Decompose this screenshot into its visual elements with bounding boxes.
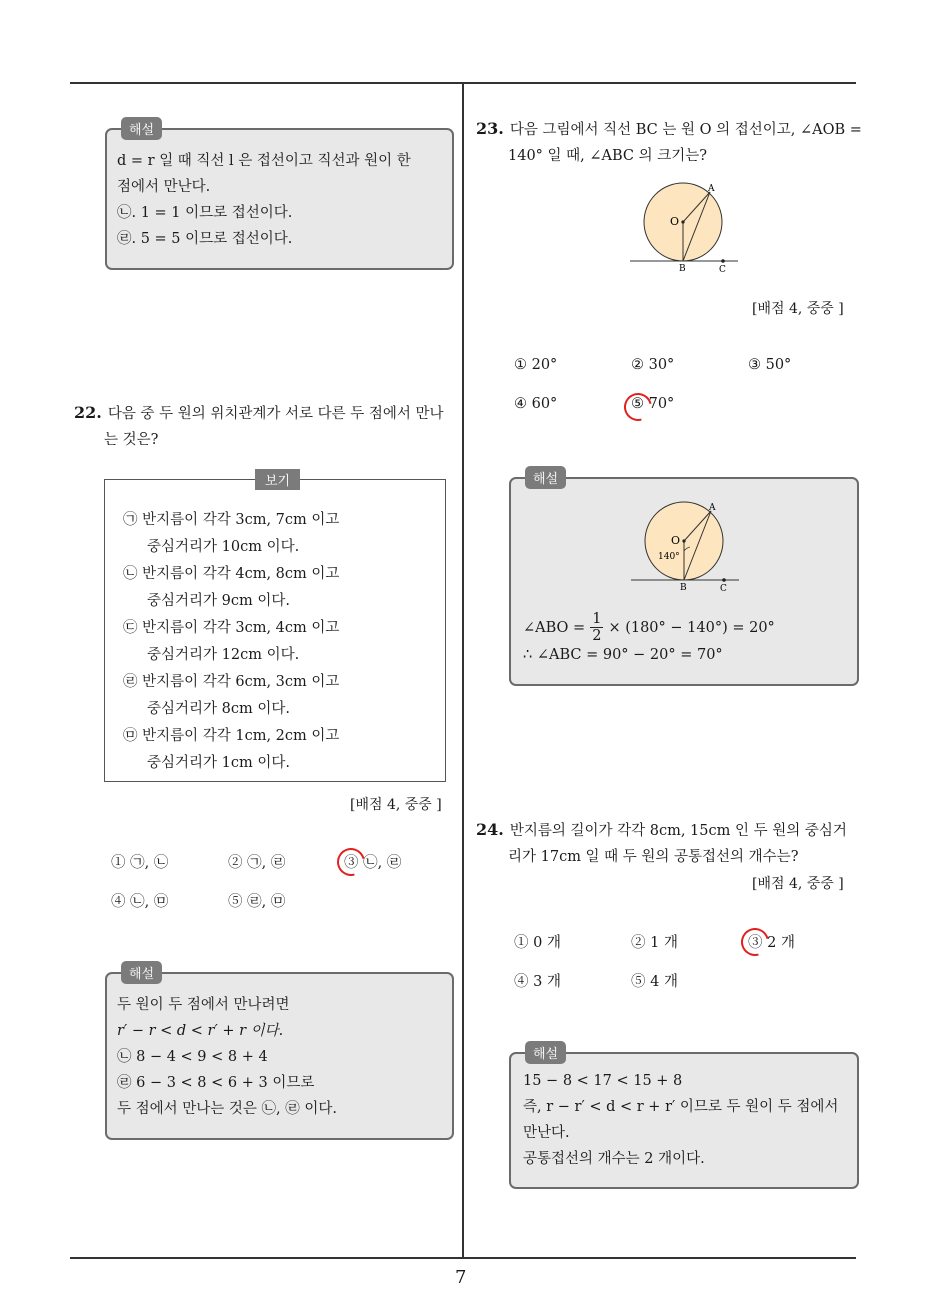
explanation-line: 점에서 만난다. — [117, 179, 211, 195]
bogi-item-cont: 중심거리가 9cm 이다. — [147, 593, 290, 609]
explanation-line: ∴ ∠ABC = 90° − 20° = 70° — [523, 647, 723, 663]
bogi-item: ㉤ 반지름이 각각 1cm, 2cm 이고 — [123, 728, 340, 744]
choice-1[interactable]: ① 20° — [514, 357, 558, 373]
bogi-item: ㉢ 반지름이 각각 3cm, 4cm 이고 — [123, 620, 340, 636]
choice-3[interactable]: ③ ㉡, ㉣ — [344, 855, 402, 871]
explanation-tag: 해설 — [525, 466, 566, 489]
bogi-item-cont: 중심거리가 1cm 이다. — [147, 755, 290, 771]
explanation-line: ㉡. 1 = 1 이므로 접선이다. — [117, 205, 293, 221]
label-b: B — [680, 583, 687, 593]
question-text: 반지름의 길이가 각각 8cm, 15cm 인 두 원의 중심거 — [509, 823, 847, 839]
explanation-line: 15 − 8 < 17 < 15 + 8 — [523, 1073, 683, 1089]
label-a: A — [708, 184, 715, 194]
circle-tangent-figure — [629, 499, 749, 595]
score-label: [배점 4, 중중 ] — [752, 301, 844, 317]
explanation-line: ㉣. 5 = 5 이므로 접선이다. — [117, 231, 293, 247]
bogi-item-cont: 중심거리가 12cm 이다. — [147, 647, 300, 663]
label-b: B — [679, 264, 686, 274]
question-text-cont: 140° 일 때, ∠ABC 의 크기는? — [508, 148, 708, 164]
question-23 — [476, 116, 862, 169]
label-o: O — [671, 534, 681, 547]
bogi-tag: 보기 — [255, 469, 300, 490]
choice-2[interactable]: ② ㉠, ㉣ — [228, 855, 286, 871]
bogi-item: ㉠ 반지름이 각각 3cm, 7cm 이고 — [123, 512, 340, 528]
question-text: 다음 중 두 원의 위치관계가 서로 다른 두 점에서 만나 — [107, 406, 444, 422]
choice-3[interactable]: ③ 2 개 — [748, 935, 795, 951]
explanation-box-21 — [105, 123, 454, 270]
explanation-box-22 — [105, 967, 454, 1140]
explanation-line: ㉣ 6 − 3 < 8 < 6 + 3 이므로 — [117, 1075, 315, 1091]
explanation-line: r′ − r < d < r′ + r 이다. — [117, 1023, 284, 1039]
explanation-line: ㉡ 8 − 4 < 9 < 8 + 4 — [117, 1049, 268, 1065]
explanation-line: d = r 일 때 직선 l 은 접선이고 직선과 원이 한 — [117, 153, 411, 169]
choice-5[interactable]: ⑤ 4 개 — [631, 974, 678, 990]
bottom-rule — [70, 1257, 856, 1259]
score-label: [배점 4, 중중 ] — [752, 876, 844, 892]
answer-mark-icon — [736, 923, 774, 961]
answer-mark-icon — [619, 388, 657, 426]
choice-1[interactable]: ① 0 개 — [514, 935, 561, 951]
explanation-line: 만난다. — [523, 1125, 570, 1141]
question-number: 24. — [476, 820, 504, 839]
explanation-line: 두 점에서 만나는 것은 ㉡, ㉣ 이다. — [117, 1101, 337, 1117]
explanation-tag: 해설 — [121, 961, 162, 984]
bogi-item: ㉡ 반지름이 각각 4cm, 8cm 이고 — [123, 566, 340, 582]
question-number: 23. — [476, 119, 504, 138]
choice-2[interactable]: ② 1 개 — [631, 935, 678, 951]
label-o: O — [670, 215, 680, 228]
question-text-cont: 는 것은? — [104, 432, 159, 448]
circle-tangent-figure — [628, 180, 748, 276]
choice-4[interactable]: ④ 60° — [514, 396, 558, 412]
explanation-line: 공통접선의 개수는 2 개이다. — [523, 1151, 705, 1167]
explanation-box-23 — [509, 472, 859, 686]
choice-3[interactable]: ③ 50° — [748, 357, 792, 373]
bogi-item-cont: 중심거리가 8cm 이다. — [147, 701, 290, 717]
label-c: C — [720, 584, 727, 594]
label-a: A — [709, 503, 716, 513]
bogi-box — [104, 474, 446, 782]
choice-5[interactable]: ⑤ ㉣, ㉤ — [228, 894, 286, 910]
column-divider — [462, 84, 464, 1258]
answer-mark-icon — [332, 843, 370, 881]
explanation-formula: ∠ABO = $\frac{1}{2}$ × (180° − 140°) = 20° — [523, 611, 775, 644]
explanation-tag: 해설 — [525, 1041, 566, 1064]
bogi-item-cont: 중심거리가 10cm 이다. — [147, 539, 300, 555]
explanation-line: 두 원이 두 점에서 만나려면 — [117, 997, 290, 1013]
label-c: C — [719, 265, 726, 275]
question-24 — [476, 817, 847, 870]
explanation-tag: 해설 — [121, 117, 162, 140]
question-number: 22. — [74, 403, 102, 422]
question-text: 다음 그림에서 직선 BC 는 원 O 의 접선이고, ∠AOB = — [509, 122, 862, 138]
label-angle: 140° — [658, 552, 680, 562]
choice-4[interactable]: ④ ㉡, ㉤ — [111, 894, 169, 910]
choice-2[interactable]: ② 30° — [631, 357, 675, 373]
choice-5[interactable]: ⑤ 70° — [631, 396, 675, 412]
explanation-box-24 — [509, 1047, 859, 1189]
page-number: 7 — [455, 1267, 467, 1288]
bogi-item: ㉣ 반지름이 각각 6cm, 3cm 이고 — [123, 674, 340, 690]
choice-1[interactable]: ① ㉠, ㉡ — [111, 855, 169, 871]
question-22 — [74, 400, 443, 453]
explanation-line: 즉, r − r′ < d < r + r′ 이므로 두 원이 두 점에서 — [523, 1099, 839, 1115]
choice-4[interactable]: ④ 3 개 — [514, 974, 561, 990]
score-label: [배점 4, 중중 ] — [350, 797, 442, 813]
question-text-cont: 리가 17cm 일 때 두 원의 공통접선의 개수는? — [508, 849, 799, 865]
